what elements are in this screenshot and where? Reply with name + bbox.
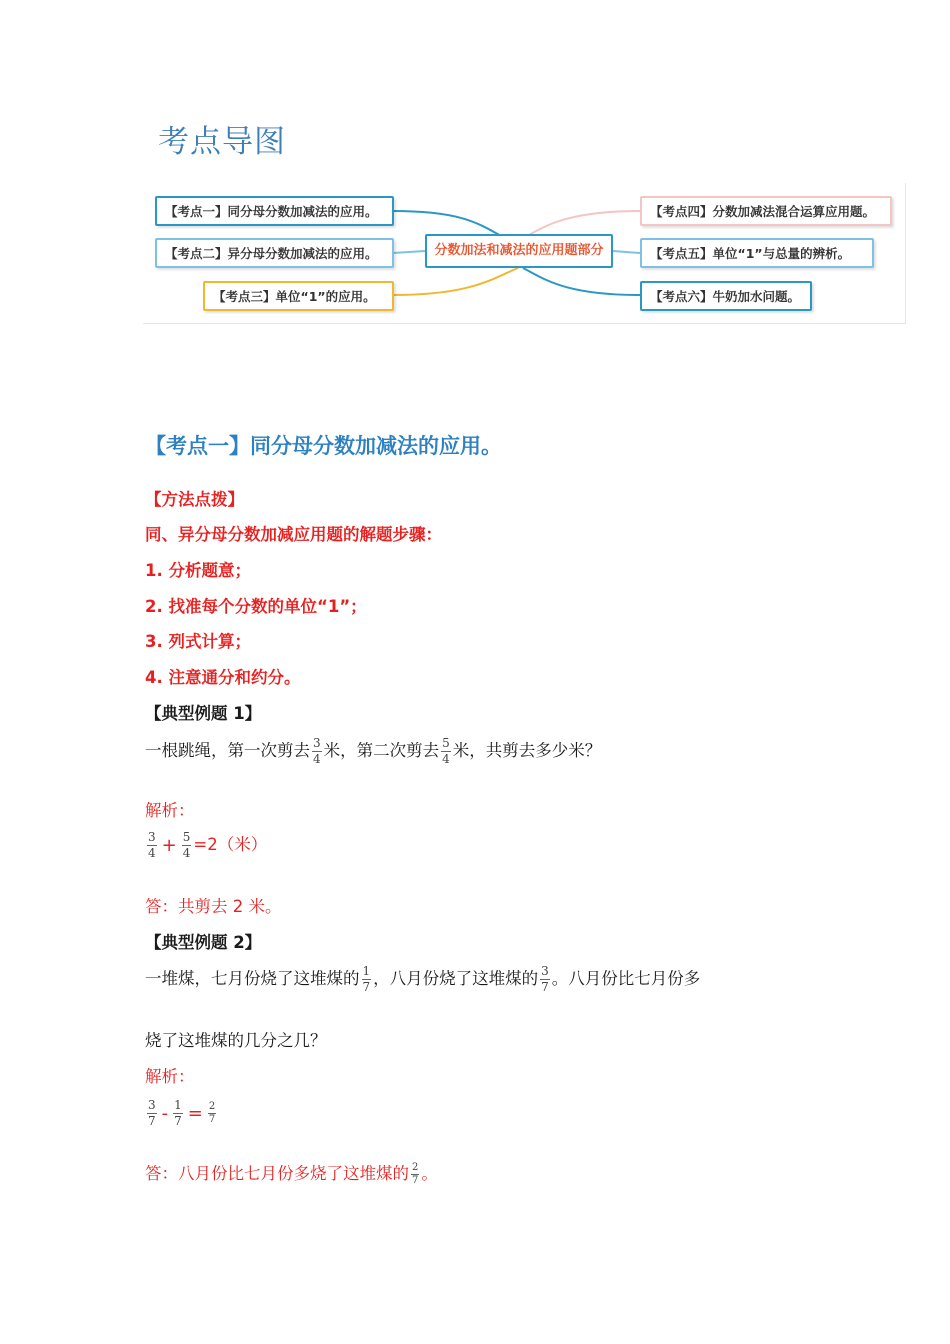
example-1-label: 【典型例题 1】 [145,704,262,723]
mindmap-node-6: 【考点六】牛奶加水问题。 [640,281,812,311]
mind-map [143,183,906,324]
example-1-answer: 答：共剪去 2 米。 [145,897,282,916]
section-title: 【考点一】同分母分数加减法的应用。 [145,434,502,458]
example-1-question [145,736,601,767]
method-label: 【方法点拨】 [145,490,244,509]
question-text: 米，第二次剪去 [323,741,440,760]
fraction: $\frac{1}{7}$ [362,964,371,994]
plus-sign: + [161,835,177,856]
fraction: $\frac{3}{7}$ [541,964,549,994]
question-text: 一根跳绳，第一次剪去 [145,741,310,760]
fraction: $\frac{2}{7}$ [412,1162,419,1186]
method-intro: 同、异分母分数加减应用题的解题步骤： [145,525,442,544]
mindmap-node-5: 【考点五】单位“1”与总量的辨析。 [640,238,874,268]
fraction: $\frac{5}{4}$ [182,830,191,860]
connector-3 [393,268,518,295]
step-1: 1. 分析题意； [145,561,251,580]
fraction: $\frac{3}{4}$ [148,830,156,860]
question-text: 一堆煤，七月份烧了这堆煤的 [145,969,360,988]
question-text: 米，共剪去多少米？ [452,741,602,760]
fraction: $\frac{3}{7}$ [148,1098,156,1128]
example-2-question [145,964,700,995]
step-2: 2. 找准每个分数的单位“1”； [145,597,367,616]
connector-6 [523,268,640,295]
fraction: $\frac{3}{4}$ [313,736,321,766]
mindmap-node-3: 【考点三】单位“1”的应用。 [203,281,394,311]
question-text: 。八月份比七月份多 [551,969,701,988]
step-3: 3. 列式计算； [145,632,251,651]
minus-sign: - [161,1103,169,1124]
answer-text: 答：八月份比七月份多烧了这堆煤的 [145,1164,409,1183]
mindmap-center-node: 分数加法和减法的应用题部分 [425,234,613,268]
example-2-answer [145,1160,438,1187]
step-4: 4. 注意通分和约分。 [145,668,301,687]
calc-result: =2（米） [193,835,268,854]
example-1-calculation [145,830,267,861]
example-2-label: 【典型例题 2】 [145,933,262,952]
equals-sign: = [187,1103,203,1124]
example-2-calculation [145,1098,218,1129]
fraction: $\frac{5}{4}$ [442,736,450,766]
mindmap-node-2: 【考点二】异分母分数加减法的应用。 [155,238,394,268]
fraction: $\frac{2}{7}$ [208,1101,216,1125]
answer-end: 。 [421,1164,438,1183]
question-text: ，八月份烧了这堆煤的 [373,969,539,988]
analysis-label: 解析： [145,801,195,820]
mindmap-node-1: 【考点一】同分母分数加减法的应用。 [155,196,394,226]
mindmap-node-4: 【考点四】分数加减法混合运算应用题。 [640,196,892,226]
connector-5 [613,251,640,253]
example-2-question-line2: 烧了这堆煤的几分之几？ [145,1031,327,1050]
fraction: $\frac{1}{7}$ [174,1098,182,1128]
page-title: 考点导图 [158,124,286,160]
connector-2 [393,251,425,253]
analysis-label: 解析： [145,1067,195,1086]
